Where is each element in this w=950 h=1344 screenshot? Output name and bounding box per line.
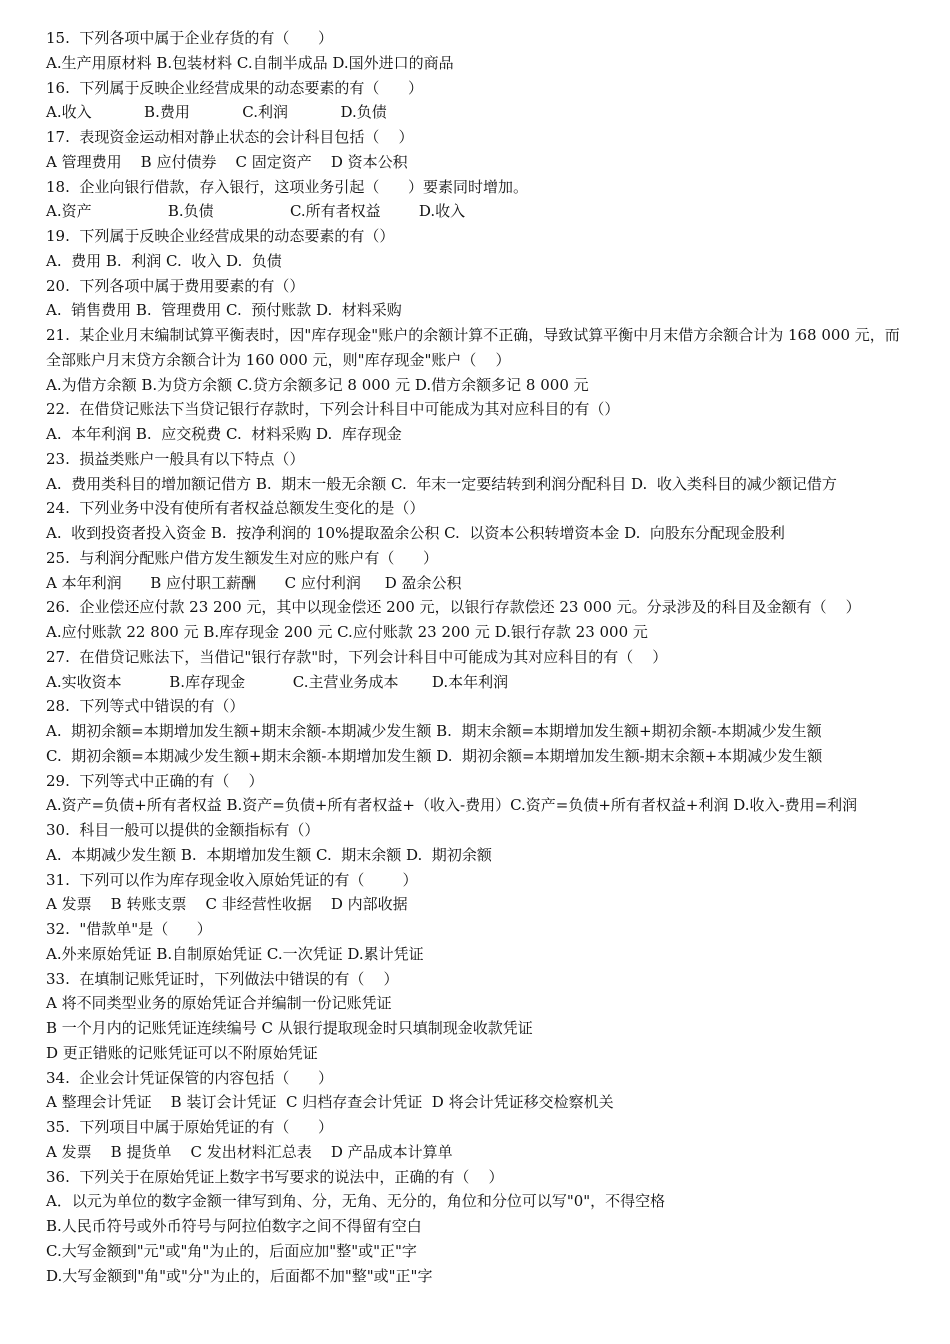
options-23: A. 费用类科目的增加额记借方 B. 期末一般无余额 C. 年末一定要结转到利润分配科目 D. 收入类科目的减少额记借方 [46,474,837,493]
options-36-b: B.人民币符号或外币符号与阿拉伯数字之间不得留有空白 [46,1217,422,1235]
options-16: A.收入 B.费用 C.利润 D.负债 [46,103,387,122]
options-34: A 整理会计凭证 B 装订会计凭证 C 归档存查会计凭证 D 将会计凭证移交检察机关 [46,1093,614,1112]
question-31: 31. 下列可以作为库存现金收入原始凭证的有（ ） [46,870,418,889]
question-26: 26. 企业偿还应付款 23 200 元，其中以现金偿还 200 元，以银行存款偿还 23 000 元。分录涉及的科目及金额有（ ） [46,598,861,617]
options-36-a: A．以元为单位的数字金额一律写到角、分，无角、无分的，角位和分位可以写"0"，不得空格 [46,1192,666,1211]
options-19: A. 费用 B. 利润 C. 收入 D. 负债 [46,251,282,270]
question-24: 24. 下列业务中没有使所有者权益总额发生变化的是（） [46,499,425,518]
options-35: A 发票 B 提货单 C 发出材料汇总表 D 产品成本计算单 [46,1142,453,1161]
options-33-a: A 将不同类型业务的原始凭证合并编制一份记账凭证 [46,994,392,1013]
question-36: 36. 下列关于在原始凭证上数字书写要求的说法中，正确的有（ ） [46,1167,504,1186]
options-27: A.实收资本 B.库存现金 C.主营业务成本 D.本年利润 [46,672,509,691]
question-33: 33. 在填制记账凭证时，下列做法中错误的有（ ） [46,969,399,988]
options-33-bc: B 一个月内的记账凭证连续编号 C 从银行提取现金时只填制现金收款凭证 [46,1019,533,1037]
options-15: A.生产用原材料 B.包装材料 C.自制半成品 D.国外进口的商品 [46,53,454,72]
question-21: 21. 某企业月末编制试算平衡表时，因"库存现金"账户的余额计算不正确，导致试算平衡中月末借方余额合计为 168 000 元，而全部账户月末贷方余额合计为 160 000 元，则"库存现金"账户（ ） [46,326,900,369]
question-27: 27. 在借贷记账法下，当借记"银行存款"时，下列会计科目中可能成为其对应科目的有（ ） [46,647,668,666]
question-18: 18. 企业向银行借款，存入银行，这项业务引起（ ）要素同时增加。 [46,177,529,196]
question-20: 20. 下列各项中属于费用要素的有（） [46,276,305,295]
options-36-c: C.大写金额到"元"或"角"为止的，后面应加"整"或"正"字 [46,1241,417,1260]
options-36-d: D.大写金额到"角"或"分"为止的，后面都不加"整"或"正"字 [46,1266,433,1285]
question-25: 25. 与利润分配账户借方发生额发生对应的账户有（ ） [46,548,439,567]
options-30: A. 本期减少发生额 B. 本期增加发生额 C. 期末余额 D. 期初余额 [46,845,492,864]
options-20: A. 销售费用 B. 管理费用 C. 预付账款 D. 材料采购 [46,301,402,320]
options-28-ab: A. 期初余额=本期增加发生额+期末余额-本期减少发生额 B. 期末余额=本期增加发生额+期初余额-本期减少发生额 [46,722,822,740]
question-29: 29. 下列等式中正确的有（ ） [46,771,264,790]
question-17: 17. 表现资金运动相对静止状态的会计科目包括（ ） [46,128,414,146]
options-29: A.资产=负债+所有者权益 B.资产=负债+所有者权益+（收入-费用）C.资产=负债+所有者权益+利润 D.收入-费用=利润 [46,796,858,815]
options-17: A 管理费用 B 应付债券 C 固定资产 D 资本公积 [46,152,408,171]
options-22: A. 本年利润 B. 应交税费 C. 材料采购 D. 库存现金 [46,425,402,443]
question-19: 19. 下列属于反映企业经营成果的动态要素的有（） [46,227,395,245]
question-15: 15. 下列各项中属于企业存货的有（ ） [46,29,334,47]
question-30: 30. 科目一般可以提供的金额指标有（） [46,821,320,839]
options-32: A.外来原始凭证 B.自制原始凭证 C.一次凭证 D.累计凭证 [46,944,424,963]
options-18: A.资产 B.负债 C.所有者权益 D.收入 [46,202,466,221]
options-28-cd: C. 期初余额=本期减少发生额+期末余额-本期增加发生额 D. 期初余额=本期增加发生额-期末余额+本期减少发生额 [46,746,823,765]
question-32: 32. "借款单"是（ ） [46,920,212,938]
options-26: A.应付账款 22 800 元 B.库存现金 200 元 C.应付账款 23 200 元 D.银行存款 23 000 元 [46,623,648,641]
question-23: 23. 损益类账户一般具有以下特点（） [46,449,305,468]
options-25: A 本年利润 B 应付职工薪酬 C 应付利润 D 盈余公积 [46,573,462,592]
options-21: A.为借方余额 B.为贷方余额 C.贷方余额多记 8 000 元 D.借方余额多记 8 000 元 [46,375,589,394]
question-34: 34. 企业会计凭证保管的内容包括（ ） [46,1068,334,1087]
question-35: 35. 下列项目中属于原始凭证的有（ ） [46,1118,334,1136]
options-24: A. 收到投资者投入资金 B. 按净利润的 10%提取盈余公积 C. 以资本公积转增资本金 D. 向股东分配现金股利 [46,524,785,542]
options-31: A 发票 B 转账支票 C 非经营性收据 D 内部收据 [46,895,408,914]
question-16: 16. 下列属于反映企业经营成果的动态要素的有（ ） [46,78,424,97]
options-33-d: D 更正错账的记账凭证可以不附原始凭证 [46,1043,318,1062]
question-22: 22. 在借贷记账法下当贷记银行存款时，下列会计科目中可能成为其对应科目的有（） [46,400,620,419]
question-28: 28. 下列等式中错误的有（） [46,697,245,716]
